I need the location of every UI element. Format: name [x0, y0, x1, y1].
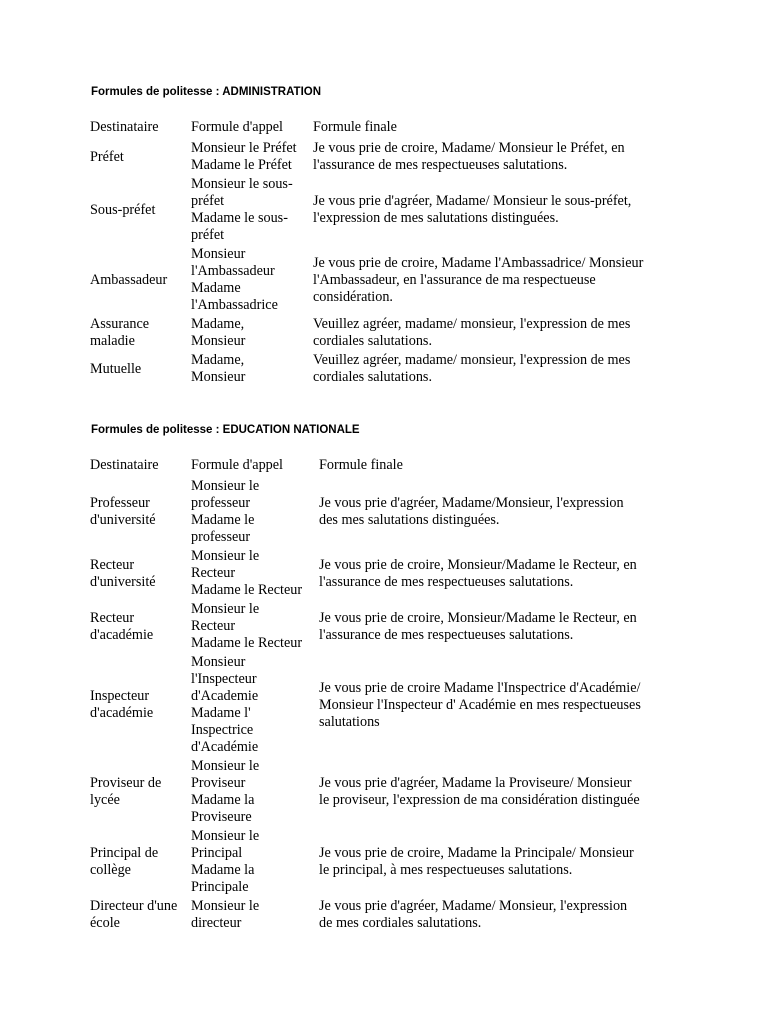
- text-line: l'assurance de mes respectueuses salutations.: [319, 573, 574, 590]
- cell-appel: [189, 897, 317, 933]
- cell-destinataire: Proviseur de lycée: [90, 775, 162, 808]
- cell-destinataire: Ambassadeur: [90, 271, 168, 288]
- text-line: Monsieur le: [191, 601, 260, 617]
- text-line: Madame le Préfet: [191, 157, 292, 173]
- cell-destinataire: Professeur d'université: [90, 495, 156, 528]
- text-line: Monsieur le: [191, 828, 260, 844]
- text-line: Madame le: [191, 512, 255, 528]
- cell-appel: [189, 547, 317, 600]
- text-line: directeur: [191, 915, 242, 931]
- text-line: Monsieur le sous-: [191, 176, 293, 192]
- text-line: Je vous prie de croire, Monsieur/Madame le Recteur, en: [319, 609, 637, 626]
- text-line: Madame la: [191, 792, 255, 808]
- cell-destinataire: Recteur d'académie: [90, 609, 154, 643]
- text-line: Madame,: [191, 352, 245, 368]
- table-row: [88, 653, 671, 757]
- text-line: l'Ambassadeur: [191, 263, 275, 279]
- cell-finale: [317, 897, 671, 933]
- text-line: le principal, à mes respectueuses salutations.: [319, 862, 573, 878]
- header-formule-finale: Formule finale: [313, 119, 397, 135]
- table-row: [88, 139, 671, 175]
- cell-appel: [189, 315, 311, 351]
- text-line: Monsieur: [191, 654, 246, 670]
- cell-destinataire: Principal de collège: [90, 845, 159, 878]
- table-row: [88, 757, 671, 827]
- cell-finale: [311, 245, 671, 315]
- text-line: professeur: [191, 495, 251, 511]
- text-line: Recteur: [191, 565, 236, 581]
- text-line: Monsieur le: [191, 548, 260, 564]
- text-line: Madame,: [191, 316, 245, 332]
- text-line: Monsieur le: [191, 478, 260, 494]
- text-line: l'assurance de mes respectueuses salutations.: [313, 157, 568, 173]
- section-heading-education-nationale: Formules de politesse : EDUCATION NATIONALE: [91, 424, 360, 436]
- header-destinataire: Destinataire: [90, 119, 159, 135]
- text-line: Je vous prie de croire, Madame l'Ambassadrice/ Monsieur: [313, 254, 644, 271]
- cell-finale: [317, 757, 671, 827]
- text-line: Monsieur: [191, 246, 246, 262]
- table-row: [88, 600, 671, 653]
- text-line: d'Académie: [191, 739, 259, 755]
- table-row: [88, 315, 671, 351]
- text-line: de mes cordiales salutations.: [319, 915, 482, 931]
- section-heading-administration: Formules de politesse : ADMINISTRATION: [91, 86, 322, 98]
- text-line: Monsieur l'Inspecteur d' Académie en mes respectueuses: [319, 696, 641, 713]
- cell-finale: [317, 477, 671, 547]
- text-line: Proviseur: [191, 775, 246, 791]
- text-line: Monsieur le Préfet: [191, 140, 297, 156]
- text-line: Je vous prie de croire, Madame la Principale/ Monsieur: [319, 845, 634, 861]
- table-row: [88, 245, 671, 315]
- text-line: d'Academie: [191, 688, 259, 704]
- text-line: Madame le sous-: [191, 210, 288, 226]
- cell-appel: [189, 477, 317, 547]
- text-line: des mes salutations distinguées.: [319, 512, 500, 528]
- text-line: professeur: [191, 529, 251, 545]
- cell-destinataire: Inspecteur d'académie: [90, 688, 154, 721]
- text-line: Madame la: [191, 862, 255, 878]
- text-line: Je vous prie d'agréer, Madame/Monsieur, l'expression: [319, 495, 624, 511]
- cell-destinataire: Recteur d'université: [90, 556, 156, 590]
- text-line: Je vous prie d'agréer, Madame/ Monsieur le sous-préfet,: [313, 193, 632, 209]
- cell-destinataire: Assurance maladie: [90, 316, 150, 349]
- header-formule-finale: Formule finale: [319, 457, 403, 473]
- text-line: Principale: [191, 879, 249, 895]
- text-line: Je vous prie d'agréer, Madame/ Monsieur, l'expression: [319, 898, 628, 914]
- text-line: Veuillez agréer, madame/ monsieur, l'expression de mes: [313, 316, 631, 332]
- text-line: Je vous prie de croire, Madame/ Monsieur le Préfet, en: [313, 140, 625, 156]
- cell-appel: [189, 245, 311, 315]
- cell-finale: [311, 315, 671, 351]
- text-line: Madame le Recteur: [191, 635, 303, 651]
- text-line: Proviseure: [191, 809, 252, 825]
- cell-finale: [311, 175, 671, 245]
- text-line: l'assurance de mes respectueuses salutations.: [319, 626, 574, 643]
- header-formule-appel: Formule d'appel: [191, 457, 283, 473]
- text-line: Principal: [191, 845, 243, 861]
- cell-destinataire: Sous-préfet: [90, 201, 156, 218]
- table-row: [88, 547, 671, 600]
- text-line: salutations: [319, 713, 380, 730]
- text-line: Monsieur: [191, 333, 246, 349]
- table-row: [88, 351, 671, 387]
- text-line: Inspectrice: [191, 722, 254, 738]
- cell-appel: [189, 653, 317, 757]
- text-line: Monsieur le: [191, 758, 260, 774]
- table-row: [88, 827, 671, 897]
- text-line: Monsieur: [191, 369, 246, 385]
- cell-destinataire: Préfet: [90, 148, 124, 165]
- cell-destinataire: Directeur d'une école: [90, 898, 178, 931]
- text-line: l'Inspecteur: [191, 671, 257, 687]
- cell-finale: [317, 547, 671, 600]
- table-row: [88, 897, 671, 933]
- cell-appel: [189, 351, 311, 387]
- text-line: l'Ambassadeur, en l'assurance de ma respectueuse: [313, 271, 596, 288]
- text-line: Je vous prie de croire, Monsieur/Madame le Recteur, en: [319, 556, 637, 573]
- text-line: cordiales salutations.: [313, 333, 432, 349]
- table-row: [88, 477, 671, 547]
- cell-appel: [189, 827, 317, 897]
- text-line: Monsieur le: [191, 898, 260, 914]
- cell-finale: [311, 351, 671, 387]
- cell-finale: [317, 653, 671, 757]
- table-header-row: [88, 457, 671, 477]
- text-line: l'expression de mes salutations distinguées.: [313, 210, 559, 226]
- cell-appel: [189, 175, 311, 245]
- text-line: Madame: [191, 280, 241, 296]
- text-line: préfet: [191, 193, 225, 209]
- text-line: Madame l': [191, 705, 251, 721]
- cell-finale: [317, 827, 671, 897]
- table-administration: [88, 119, 671, 387]
- table-row: [88, 175, 671, 245]
- cell-appel: [189, 139, 311, 175]
- text-line: Je vous prie de croire Madame l'Inspectrice d'Académie/: [319, 679, 641, 696]
- text-line: préfet: [191, 227, 225, 243]
- cell-destinataire: Mutuelle: [90, 360, 142, 377]
- table-education-nationale: [88, 457, 671, 933]
- text-line: Recteur: [191, 618, 236, 634]
- text-line: Madame le Recteur: [191, 582, 303, 598]
- text-line: cordiales salutations.: [313, 369, 432, 385]
- header-destinataire: Destinataire: [90, 457, 159, 473]
- text-line: le proviseur, l'expression de ma considération distinguée: [319, 792, 640, 808]
- cell-appel: [189, 757, 317, 827]
- table-header-row: [88, 119, 671, 139]
- cell-finale: [317, 600, 671, 653]
- text-line: Veuillez agréer, madame/ monsieur, l'expression de mes: [313, 352, 631, 368]
- cell-appel: [189, 600, 317, 653]
- text-line: l'Ambassadrice: [191, 297, 278, 313]
- cell-finale: [311, 139, 671, 175]
- text-line: Je vous prie d'agréer, Madame la Proviseure/ Monsieur: [319, 775, 632, 791]
- text-line: considération.: [313, 288, 393, 305]
- header-formule-appel: Formule d'appel: [191, 119, 283, 135]
